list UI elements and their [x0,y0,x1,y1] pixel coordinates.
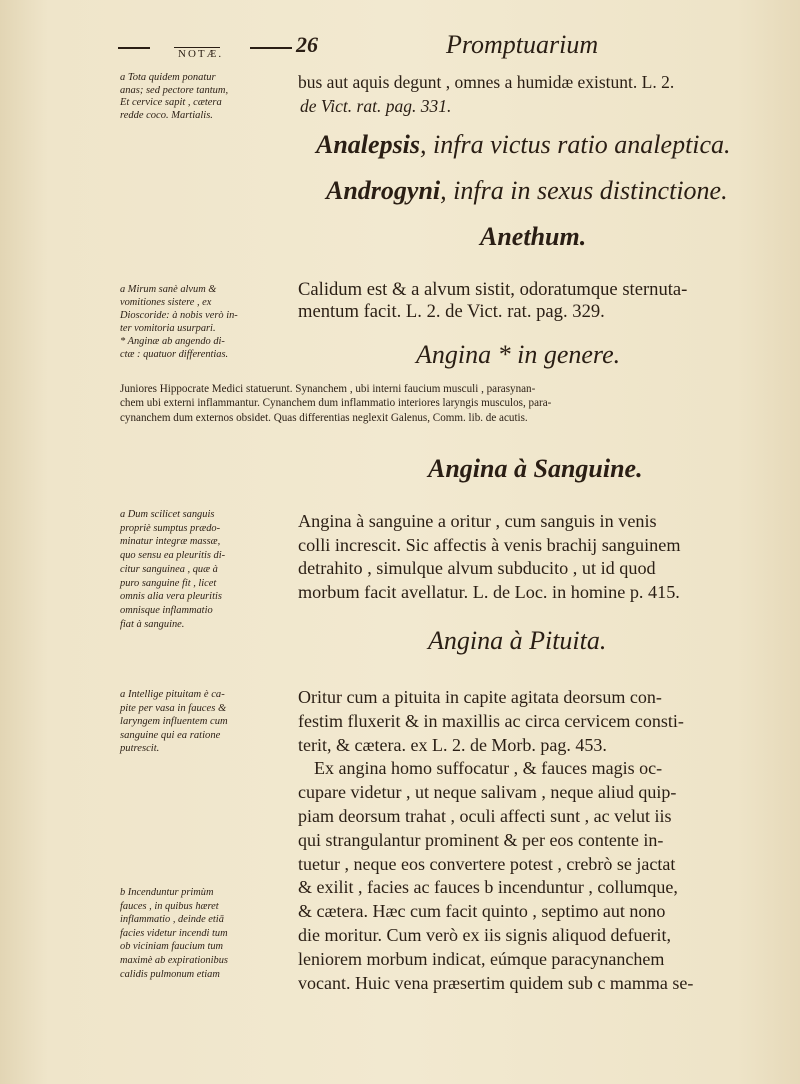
body-line: detrahito , simulque alvum subducito , ut id quod [298,558,656,579]
side-line: inflammatio , deinde etiā [120,914,224,926]
body-line: bus aut aquis degunt , omnes a humidæ existunt. L. 2. [298,72,675,92]
note-line: chem ubi externi inflammantur. Cynanchem dum inflammatio interiores laryngis musculos, para- [120,397,552,410]
side-line: fiat à sanguine. [120,618,185,630]
side-note-incenduntur [120,886,228,981]
body-line: tuetur , neque eos convertere potest , crebrò se jactat [298,853,676,874]
side-line: a Tota quidem ponatur [120,72,216,83]
side-line: Dioscoride: à nobis verò in- [120,310,238,322]
header-notae: NOTÆ. [178,48,224,60]
side-line: omnis alia vera pleuritis [120,591,222,603]
body-line: terit, & cætera. ex L. 2. de Morb. pag. 453. [298,734,607,755]
anethum-body [298,279,687,323]
body-line: die moritur. Cum verò ex iis signis aliquod defuerit, [298,924,671,945]
side-line: redde coco. Martialis. [120,109,213,121]
heading-anethum: Anethum. [480,222,587,251]
side-line: fauces , in quibus hæret [120,900,219,912]
side-line: quo sensu ea pleuritis di- [120,550,226,562]
page-number: 26 [296,32,318,57]
side-line: facies videtur incendi tum [120,927,228,939]
side-line: anas; sed pectore tantum, [120,84,229,96]
side-line: a Mirum sanè alvum & [120,284,217,295]
side-line: a Dum scilicet sanguis [120,509,215,520]
body-line: cupare videtur , ut neque salivam , neque aliud quip- [298,782,677,803]
body-line: Ex angina homo suffocatur , & fauces magis oc- [314,758,663,779]
side-note-martial [120,72,228,122]
body-line: & cætera. Hæc cum facit quinto , septimo aut nono [298,901,666,922]
body-line: leniorem morbum indicat, eúmque paracynanchem [298,948,665,969]
top-body-text [298,70,674,118]
body-line: vocant. Huic vena præsertim quidem sub c mamma se- [298,972,694,993]
body-line: mentum facit. L. 2. de Vict. rat. pag. 329. [298,301,605,322]
side-line: a Intellige pituitam è ca- [120,689,225,700]
heading-rest: , infra in sexus distinctione. [440,176,728,205]
heading-rest: , infra victus ratio analeptica. [420,130,731,159]
body-line: & exilit , facies ac fauces b incenduntur , collumque, [298,877,678,898]
side-line: sanguine qui ea ratione [120,729,221,741]
heading-analepsis [316,130,731,160]
side-line: omnisque inflammatio [120,604,213,616]
note-line: Juniores Hippocrate Medici statuerunt. Synanchem , ubi interni faucium musculi , parasynan- [120,383,536,395]
side-line: citur sanguinea , quæ à [120,563,218,575]
heading-angina-genere: Angina * in genere. [416,340,621,369]
heading-term: Androgyni [326,176,441,205]
body-line: colli increscit. Sic affectis à venis brachij sanguinem [298,534,681,555]
running-title: Promptuarium [446,30,599,59]
body-line: qui strangulantur prominent & per eos contente in- [298,829,664,850]
angina-note [120,382,551,425]
heading-angina-sanguine: Angina à Sanguine. [428,454,643,483]
side-line: ctæ : quatuor differentias. [120,349,229,361]
side-line: b Incenduntur primùm [120,887,214,898]
body-line: morbum facit avellatur. L. de Loc. in homine p. 415. [298,581,680,602]
header-rule [250,47,292,49]
side-line: laryngem influentem cum [120,716,228,728]
side-line: * Anginæ ab angendo di- [120,336,225,348]
body-line: de Vict. rat. pag. 331. [300,96,452,116]
side-line: vomitiones sistere , ex [120,297,212,309]
pituita-body [298,686,693,995]
body-line: piam deorsum trahat , oculi affecti sunt , ac velut iis [298,805,672,826]
note-line: cynanchem dum externos obsidet. Quas differentias neglexit Galenus, Comm. lib. de acutis. [120,411,528,424]
side-line: ob viciniam faucium tum [120,941,224,953]
side-note-pituita [120,688,228,756]
body-line: Oritur cum a pituita in capite agitata deorsum con- [298,687,662,707]
heading-angina-pituita: Angina à Pituita. [428,626,607,655]
side-line: pite per vasa in fauces & [120,702,227,714]
body-line: Calidum est & a alvum sistit, odoratumque sternuta- [298,279,688,300]
heading-androgyni [326,176,728,206]
side-line: calidis pulmonum etiam [120,968,220,980]
body-line: Angina à sanguine a oritur , cum sanguis in venis [298,511,657,531]
side-note-anethum [120,283,238,362]
body-line: festim fluxerit & in maxillis ac circa cervicem consti- [298,710,684,731]
sanguine-body [298,510,681,604]
side-line: putrescit. [120,743,160,755]
side-line: maximè ab expirationibus [120,954,228,966]
header-rule [118,47,150,49]
heading-term: Analepsis [316,130,421,159]
side-line: propriè sumptus prædo- [120,522,221,534]
side-line: minatur integræ massæ, [120,536,221,548]
side-line: ter vomitoria usurpari. [120,323,216,335]
side-line: puro sanguine fit , licet [120,577,217,589]
side-note-sanguine [120,508,225,631]
side-line: Et cervice sapit , cætera [120,97,222,108]
